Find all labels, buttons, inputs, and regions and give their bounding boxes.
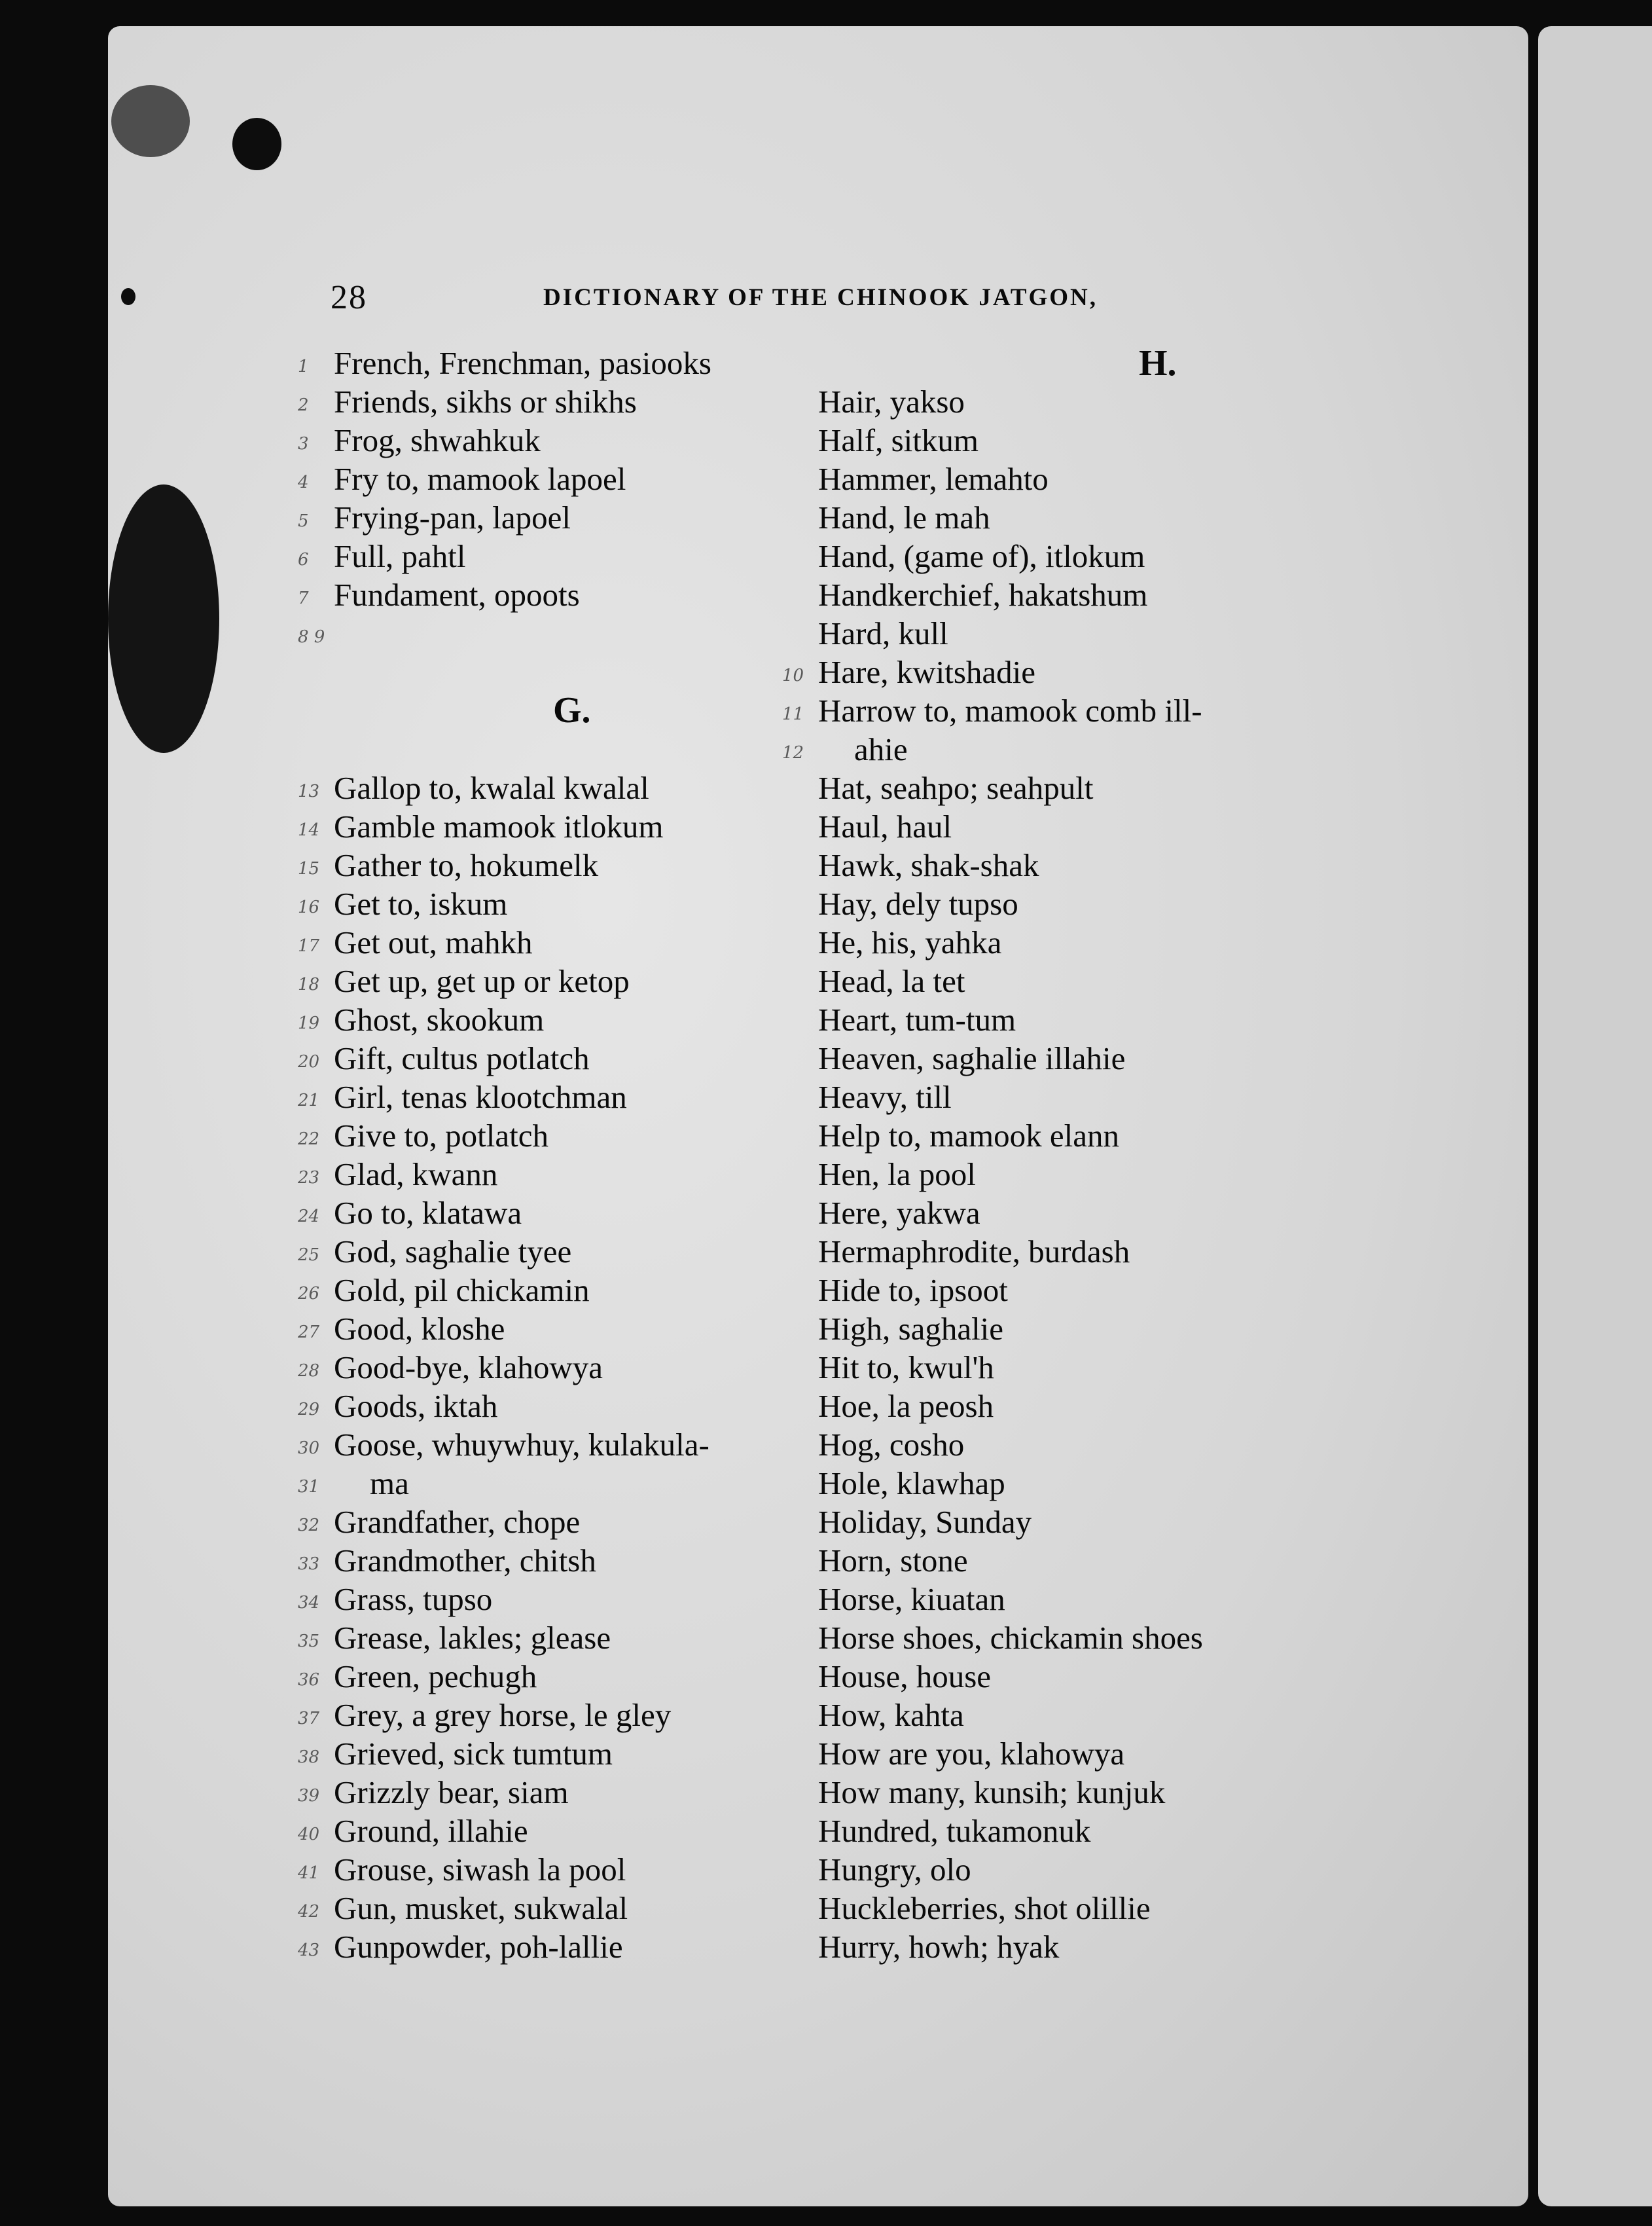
entry-text: How are you, klahowya — [818, 1736, 1125, 1772]
entry-text: Hand, (game of), itlokum — [818, 538, 1145, 574]
entry-text: Holiday, Sunday — [818, 1504, 1032, 1540]
dictionary-entry — [782, 653, 1446, 691]
entry-text: Hen, la pool — [818, 1156, 976, 1192]
entry-text: Hermaphrodite, burdash — [818, 1233, 1130, 1269]
dictionary-entry — [818, 846, 1446, 885]
entry-text: Hare, kwitshadie — [818, 654, 1035, 690]
margin-number: 43 — [298, 1941, 320, 1960]
entry-text: Hard, kull — [818, 615, 948, 651]
entry-text: Full, pahtl — [334, 538, 466, 574]
dictionary-entry — [818, 1812, 1446, 1850]
margin-number: 25 — [298, 1245, 320, 1265]
dictionary-entry — [818, 1696, 1446, 1734]
facing-page-edge — [1538, 26, 1652, 2206]
dictionary-entry — [818, 537, 1446, 575]
dictionary-entry — [818, 1541, 1446, 1580]
dictionary-entry — [818, 1927, 1446, 1966]
entry-continuation: ma — [370, 1465, 409, 1501]
margin-number: 35 — [298, 1632, 320, 1651]
entry-text: Hay, dely tupso — [818, 886, 1018, 922]
dictionary-entry — [818, 1000, 1446, 1039]
entry-text: Hog, cosho — [818, 1427, 965, 1463]
entry-text: Hair, yakso — [818, 384, 965, 420]
page-number: 28 — [331, 279, 367, 316]
margin-number: 1 — [298, 357, 309, 376]
margin-number: 7 — [298, 589, 309, 608]
margin-number: 40 — [298, 1825, 320, 1844]
entry-text: Grey, a grey horse, le gley — [334, 1697, 672, 1733]
dictionary-entry — [818, 460, 1446, 498]
dictionary-entry — [818, 1425, 1446, 1464]
dictionary-entry — [818, 1580, 1446, 1618]
margin-number: 21 — [298, 1091, 320, 1110]
entry-text: French, Frenchman, pasiooks — [334, 345, 711, 381]
dictionary-entry — [818, 1309, 1446, 1348]
entry-text: Good, kloshe — [334, 1311, 505, 1347]
margin-number: 20 — [298, 1052, 320, 1072]
entry-text: Hawk, shak-shak — [818, 847, 1039, 883]
margin-number: 27 — [298, 1323, 320, 1342]
entry-text: Ground, illahie — [334, 1813, 528, 1849]
entry-text: Gallop to, kwalal kwalal — [334, 770, 649, 806]
margin-number: 19 — [298, 1013, 320, 1033]
margin-number: 6 — [298, 550, 309, 570]
entry-text: Ghost, skookum — [334, 1002, 545, 1038]
entry-text: Gift, cultus potlatch — [334, 1040, 590, 1076]
entry-text: Glad, kwann — [334, 1156, 498, 1192]
entry-text: Get out, mahkh — [334, 924, 533, 960]
ink-blot-large — [108, 484, 219, 753]
entry-text: High, saghalie — [818, 1311, 1004, 1347]
page-header — [108, 278, 1528, 316]
entry-text: Get to, iskum — [334, 886, 508, 922]
entry-text: Horn, stone — [818, 1542, 968, 1578]
dictionary-entry — [818, 614, 1446, 653]
margin-number: 29 — [298, 1400, 320, 1419]
section-letter-g: G. — [553, 690, 591, 731]
margin-number: 38 — [298, 1747, 320, 1767]
margin-number: 11 — [782, 704, 804, 724]
right-column — [782, 343, 1446, 1966]
dictionary-entry — [818, 885, 1446, 923]
dictionary-entry — [818, 769, 1446, 807]
dictionary-entry — [782, 691, 1446, 769]
entry-text: Hand, le mah — [818, 500, 990, 536]
margin-number: 22 — [298, 1129, 320, 1149]
entry-continuation: ahie — [854, 731, 908, 767]
margin-number: 36 — [298, 1670, 320, 1690]
entry-text: Gamble mamook itlokum — [334, 809, 664, 845]
entry-text: Grouse, siwash la pool — [334, 1852, 626, 1888]
margin-number: 34 — [298, 1593, 320, 1613]
dictionary-entry — [818, 1078, 1446, 1116]
entry-text: Girl, tenas klootchman — [334, 1079, 627, 1115]
dictionary-entry — [818, 1348, 1446, 1387]
margin-number: 17 — [298, 936, 320, 956]
entry-text: Hungry, olo — [818, 1852, 971, 1888]
dictionary-entry — [818, 1657, 1446, 1696]
entry-text: Goods, iktah — [334, 1388, 498, 1424]
entry-text: Frog, shwahkuk — [334, 422, 541, 458]
entry-text: God, saghalie tyee — [334, 1233, 572, 1269]
margin-number: 5 — [298, 511, 309, 531]
margin-number: 16 — [298, 898, 320, 917]
margin-number: 37 — [298, 1709, 320, 1728]
dictionary-entry — [818, 1734, 1446, 1773]
entry-text: Fry to, mamook lapoel — [334, 461, 626, 497]
entry-text: Grandfather, chope — [334, 1504, 581, 1540]
entry-text: Heart, tum-tum — [818, 1002, 1016, 1038]
entry-text: Hammer, lemahto — [818, 461, 1049, 497]
entry-text: Gold, pil chickamin — [334, 1272, 590, 1308]
entry-text: Heavy, till — [818, 1079, 952, 1115]
dictionary-entry — [818, 1503, 1446, 1541]
margin-number: 12 — [782, 743, 804, 763]
dictionary-entry — [818, 421, 1446, 460]
dictionary-entry — [818, 1116, 1446, 1155]
ink-blot-top — [111, 85, 190, 157]
margin-number: 15 — [298, 859, 320, 879]
entry-text: Horse shoes, chickamin shoes — [818, 1620, 1203, 1656]
entry-text: Heaven, saghalie illahie — [818, 1040, 1126, 1076]
margin-number: 41 — [298, 1863, 320, 1883]
entry-text: Hat, seahpo; seahpult — [818, 770, 1094, 806]
entry-text: Harrow to, mamook comb ill- — [818, 693, 1202, 729]
entry-text: Handkerchief, hakatshum — [818, 577, 1148, 613]
dictionary-entry — [818, 1155, 1446, 1194]
section-letter-h: H. — [1139, 343, 1177, 384]
margin-number: 10 — [782, 666, 804, 685]
entry-text: Go to, klatawa — [334, 1195, 522, 1231]
margin-number: 39 — [298, 1786, 320, 1806]
entry-text: Horse, kiuatan — [818, 1581, 1005, 1617]
entry-text: Hundred, tukamonuk — [818, 1813, 1091, 1849]
entry-text: Hoe, la peosh — [818, 1388, 994, 1424]
dictionary-entry — [818, 962, 1446, 1000]
dictionary-entry — [818, 923, 1446, 962]
dictionary-entry — [818, 498, 1446, 537]
entry-text: Grizzly bear, siam — [334, 1774, 569, 1810]
entry-text: Hit to, kwul'h — [818, 1349, 994, 1385]
dictionary-entry — [818, 1194, 1446, 1232]
margin-number: 8 9 — [298, 627, 325, 647]
entry-text: He, his, yahka — [818, 924, 1002, 960]
entry-text: Hole, klawhap — [818, 1465, 1005, 1501]
margin-number: 24 — [298, 1207, 320, 1226]
entry-text: Gather to, hokumelk — [334, 847, 599, 883]
margin-number: 18 — [298, 975, 320, 994]
ink-spot — [232, 118, 281, 170]
dictionary-entry — [818, 1232, 1446, 1271]
entry-text: Grieved, sick tumtum — [334, 1736, 613, 1772]
margin-number: 3 — [298, 434, 309, 454]
dictionary-entry — [818, 1387, 1446, 1425]
entry-text: Haul, haul — [818, 809, 952, 845]
margin-number: 13 — [298, 782, 320, 801]
entry-text: Half, sitkum — [818, 422, 979, 458]
entry-text: Huckleberries, shot olillie — [818, 1890, 1151, 1926]
entry-text: Head, la tet — [818, 963, 965, 999]
entry-text: Here, yakwa — [818, 1195, 980, 1231]
entry-text: Good-bye, klahowya — [334, 1349, 603, 1385]
entry-text: Hide to, ipsoot — [818, 1272, 1008, 1308]
margin-number: 23 — [298, 1168, 320, 1188]
margin-number: 14 — [298, 820, 320, 840]
dictionary-entry — [818, 1850, 1446, 1889]
margin-number: 42 — [298, 1902, 320, 1922]
margin-number: 2 — [298, 395, 309, 415]
dictionary-entry — [818, 382, 1446, 421]
entry-text: Grass, tupso — [334, 1581, 493, 1617]
dictionary-entry — [818, 1464, 1446, 1503]
margin-number: 28 — [298, 1361, 320, 1381]
entry-text: Friends, sikhs or shikhs — [334, 384, 637, 420]
entry-text: Grandmother, chitsh — [334, 1542, 596, 1578]
dictionary-entry — [818, 1618, 1446, 1657]
margin-number: 33 — [298, 1554, 320, 1574]
margin-number: 30 — [298, 1438, 320, 1458]
entry-text: Help to, mamook elann — [818, 1118, 1119, 1154]
entry-text: Fundament, opoots — [334, 577, 580, 613]
entry-text: Hurry, howh; hyak — [818, 1929, 1060, 1965]
dictionary-entry — [818, 575, 1446, 614]
entry-text: How many, kunsih; kunjuk — [818, 1774, 1166, 1810]
margin-number: 4 — [298, 473, 309, 492]
margin-number: 26 — [298, 1284, 320, 1304]
dictionary-entry — [818, 1773, 1446, 1812]
entry-text: Get up, get up or ketop — [334, 963, 630, 999]
dictionary-entry — [818, 1271, 1446, 1309]
margin-number: 31 — [298, 1477, 320, 1497]
dictionary-entry — [818, 1889, 1446, 1927]
book-page — [108, 26, 1528, 2206]
entry-text: Grease, lakles; glease — [334, 1620, 611, 1656]
dictionary-entry — [818, 807, 1446, 846]
dictionary-entry — [818, 1039, 1446, 1078]
entry-text: Give to, potlatch — [334, 1118, 548, 1154]
entry-text: House, house — [818, 1658, 992, 1694]
margin-number: 32 — [298, 1516, 320, 1535]
entry-text: Goose, whuywhuy, kulakula- — [334, 1427, 709, 1463]
entry-text: Green, pechugh — [334, 1658, 537, 1694]
entry-text: How, kahta — [818, 1697, 964, 1733]
entry-text: Gun, musket, sukwalal — [334, 1890, 628, 1926]
entry-text: Frying-pan, lapoel — [334, 500, 571, 536]
entry-text: Gunpowder, poh-lallie — [334, 1929, 623, 1965]
running-head: DICTIONARY OF THE CHINOOK JATGON, — [543, 284, 1098, 311]
